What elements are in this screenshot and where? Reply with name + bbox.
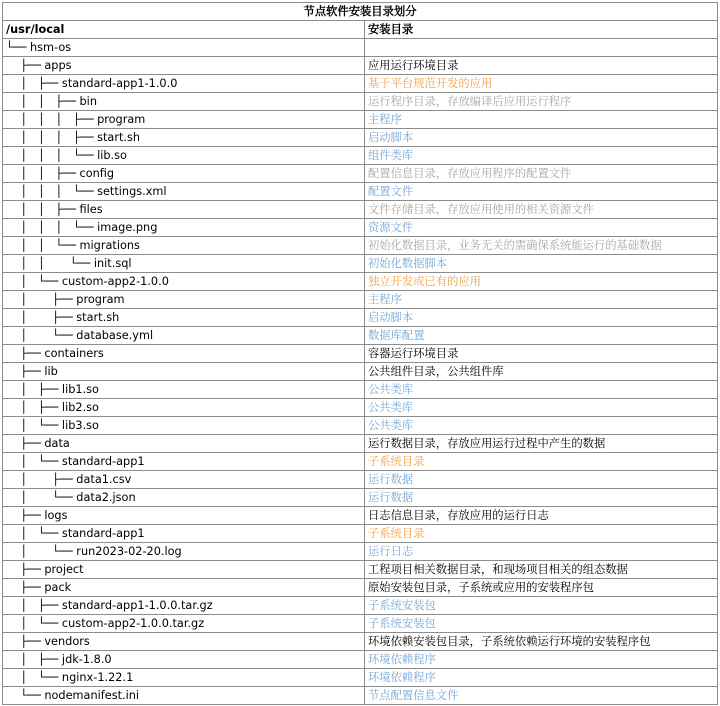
description-cell: 配置文件 (365, 183, 718, 201)
table-row (3, 579, 718, 597)
path-cell: ├── pack (3, 579, 365, 597)
table-row (3, 471, 718, 489)
table-row (3, 633, 718, 651)
description-cell: 资源文件 (365, 219, 718, 237)
description-cell: 子系统目录 (365, 525, 718, 543)
table-row (3, 615, 718, 633)
path-cell: ├── apps (3, 57, 365, 75)
path-cell: ├── lib (3, 363, 365, 381)
description-cell: 容器运行环境目录 (365, 345, 718, 363)
path-cell: │ │ │ └── settings.xml (3, 183, 365, 201)
table-row (3, 93, 718, 111)
table-row (3, 129, 718, 147)
description-cell: 公共组件目录，公共组件库 (365, 363, 718, 381)
description-cell: 节点配置信息文件 (365, 687, 718, 705)
description-cell: 运行数据目录，存放应用运行过程中产生的数据 (365, 435, 718, 453)
path-cell: │ ├── standard-app1-1.0.0.tar.gz (3, 597, 365, 615)
path-cell: │ └── lib3.so (3, 417, 365, 435)
path-cell: │ └── data2.json (3, 489, 365, 507)
description-cell: 配置信息目录，存放应用程序的配置文件 (365, 165, 718, 183)
path-cell: ├── vendors (3, 633, 365, 651)
description-cell: 公共类库 (365, 417, 718, 435)
path-cell: ├── containers (3, 345, 365, 363)
path-cell: │ ├── jdk-1.8.0 (3, 651, 365, 669)
path-cell: ├── project (3, 561, 365, 579)
table-row (3, 669, 718, 687)
description-cell: 启动脚本 (365, 129, 718, 147)
description-cell: 应用运行环境目录 (365, 57, 718, 75)
table-row (3, 237, 718, 255)
table-row (3, 363, 718, 381)
path-cell: │ │ └── init.sql (3, 255, 365, 273)
table-row (3, 543, 718, 561)
path-cell: │ └── custom-app2-1.0.0.tar.gz (3, 615, 365, 633)
description-cell: 子系统目录 (365, 453, 718, 471)
table-row (3, 651, 718, 669)
description-cell: 原始安装包目录，子系统或应用的安装程序包 (365, 579, 718, 597)
table-row (3, 57, 718, 75)
table-row (3, 507, 718, 525)
path-cell: │ ├── lib2.so (3, 399, 365, 417)
table-row (3, 345, 718, 363)
description-cell: 初始化数据脚本 (365, 255, 718, 273)
path-cell: │ ├── data1.csv (3, 471, 365, 489)
path-cell: │ │ ├── files (3, 201, 365, 219)
description-cell: 主程序 (365, 291, 718, 309)
directory-table (2, 2, 718, 705)
table-row (3, 597, 718, 615)
path-cell: │ │ │ ├── program (3, 111, 365, 129)
description-cell: 初始化数据目录，业务无关的需确保系统能运行的基础数据 (365, 237, 718, 255)
column-header-path: /usr/local (3, 21, 365, 39)
table-row (3, 327, 718, 345)
table-row (3, 147, 718, 165)
description-cell: 子系统安装包 (365, 615, 718, 633)
description-cell: 运行数据 (365, 471, 718, 489)
path-cell: │ │ │ └── image.png (3, 219, 365, 237)
path-cell: ├── logs (3, 507, 365, 525)
description-cell: 文件存储目录，存放应用使用的相关资源文件 (365, 201, 718, 219)
path-cell: │ └── custom-app2-1.0.0 (3, 273, 365, 291)
path-cell: │ │ │ └── lib.so (3, 147, 365, 165)
table-row (3, 309, 718, 327)
table-row (3, 525, 718, 543)
table-row (3, 255, 718, 273)
table-row (3, 417, 718, 435)
path-cell: │ └── nginx-1.22.1 (3, 669, 365, 687)
table-row (3, 165, 718, 183)
path-cell: └── hsm-os (3, 39, 365, 57)
description-cell: 组件类库 (365, 147, 718, 165)
table-row (3, 399, 718, 417)
table-row (3, 561, 718, 579)
description-cell (365, 39, 718, 57)
path-cell: │ ├── program (3, 291, 365, 309)
path-cell: │ │ │ ├── start.sh (3, 129, 365, 147)
path-cell: │ └── run2023-02-20.log (3, 543, 365, 561)
description-cell: 工程项目相关数据目录，和现场项目相关的组态数据 (365, 561, 718, 579)
path-cell: │ └── database.yml (3, 327, 365, 345)
description-cell: 独立开发或已有的应用 (365, 273, 718, 291)
table-row (3, 291, 718, 309)
table-row (3, 453, 718, 471)
description-cell: 基于平台规范开发的应用 (365, 75, 718, 93)
table-row (3, 201, 718, 219)
path-cell: └── nodemanifest.ini (3, 687, 365, 705)
table-row (3, 39, 718, 57)
description-cell: 日志信息目录，存放应用的运行日志 (365, 507, 718, 525)
path-cell: │ │ └── migrations (3, 237, 365, 255)
description-cell: 公共类库 (365, 399, 718, 417)
description-cell: 数据库配置 (365, 327, 718, 345)
table-row (3, 219, 718, 237)
column-header-desc: 安装目录 (365, 21, 718, 39)
table-title-row (3, 3, 718, 21)
description-cell: 启动脚本 (365, 309, 718, 327)
table-row (3, 435, 718, 453)
description-cell: 运行日志 (365, 543, 718, 561)
path-cell: │ │ ├── config (3, 165, 365, 183)
path-cell: │ ├── standard-app1-1.0.0 (3, 75, 365, 93)
path-cell: │ ├── lib1.so (3, 381, 365, 399)
description-cell: 主程序 (365, 111, 718, 129)
column-header-row (3, 21, 718, 39)
path-cell: │ └── standard-app1 (3, 525, 365, 543)
path-cell: │ ├── start.sh (3, 309, 365, 327)
description-cell: 环境依赖安装包目录，子系统依赖运行环境的安装程序包 (365, 633, 718, 651)
path-cell: │ └── standard-app1 (3, 453, 365, 471)
description-cell: 公共类库 (365, 381, 718, 399)
description-cell: 子系统安装包 (365, 597, 718, 615)
table-row (3, 489, 718, 507)
path-cell: ├── data (3, 435, 365, 453)
table-row (3, 111, 718, 129)
table-title: 节点软件安装目录划分 (3, 3, 718, 21)
description-cell: 运行数据 (365, 489, 718, 507)
table-row (3, 687, 718, 705)
table-row (3, 273, 718, 291)
description-cell: 运行程序目录，存放编译后应用运行程序 (365, 93, 718, 111)
table-row (3, 381, 718, 399)
path-cell: │ │ ├── bin (3, 93, 365, 111)
table-row (3, 75, 718, 93)
description-cell: 环境依赖程序 (365, 669, 718, 687)
description-cell: 环境依赖程序 (365, 651, 718, 669)
table-row (3, 183, 718, 201)
